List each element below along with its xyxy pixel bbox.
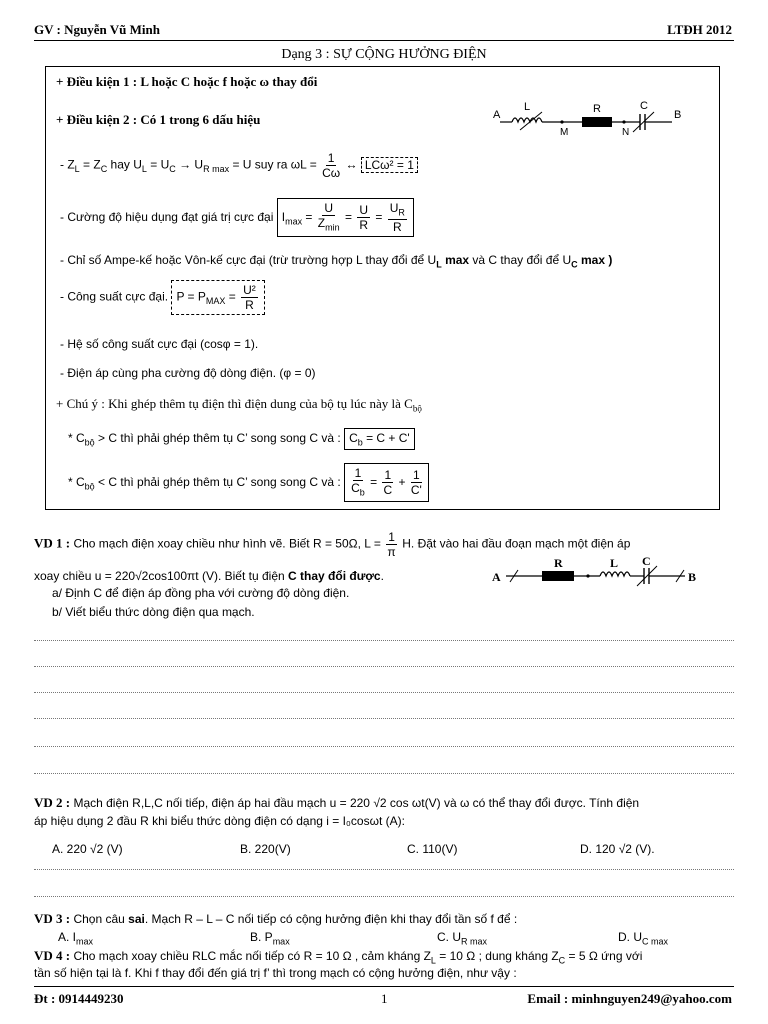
vd4-line2: tần số hiện tại là f. Khi f thay đổi đến giá trị f’ thì trong mạch có cộng hưởng điện, như vậy : [34,966,517,980]
answer-line[interactable] [34,640,734,641]
circuit-label-r: R [593,103,601,115]
vd1-part-a: a/ Định C để điện áp đồng pha với cường độ dòng điện. [52,586,350,600]
sign-5: - Hệ số công suất cực đại (cosφ = 1). [60,337,259,351]
footer-email[interactable]: Email : minhnguyen249@yahoo.com [527,991,732,1006]
answer-line[interactable] [34,692,734,693]
note-case-2: * $C_{bộ} < C$ thì phải ghép thêm tụ C’ song song C và : $\frac{1}{C_b}$ = $\frac{1}{C}$ + $\frac{1}{C'}$ [68,463,429,502]
sign-4: - Công suất cực đại. $P = P_{MAX}$ = $\frac{\text{U²}}{R}$ [60,280,265,315]
header-course: LTĐH 2012 [667,22,732,37]
vd3-option-c[interactable]: C. $U_{R max}$ [437,930,488,947]
circuit-label-a: A [493,109,501,121]
sign-3: - Chỉ số Ampe-kế hoặc Vôn-kế cực đại (trừ trường hợp L thay đổi để $U_L$ max và C thay đổi để $U_C$ max ) [60,253,613,270]
vd3-option-d[interactable]: D. $U_{C max}$ [618,930,669,947]
circuit-label-m: M [560,127,569,138]
answer-line[interactable] [34,666,734,667]
note-case-1: * $C_{bộ} > C$ thì phải ghép thêm tụ C’ song song C và : $C_b = C + C'$ [68,428,415,450]
page-title: Dạng 3 : SỰ CỘNG HƯỞNG ĐIỆN [281,47,487,62]
vd3-option-b[interactable]: B. $P_{max}$ [250,930,290,947]
vd1-line1: VD 1 : Cho mạch điện xoay chiều như hình vẽ. Biết R = 50Ω, L = $\frac{1}{\pi}$ H. Đặt vào hai đầu đoạn mạch một điện áp [34,530,631,559]
sign-2: - Cường độ hiệu dụng đạt giá trị cực đại $I_{max}$ = $\frac{U}{Z_{min}}$ = $\frac{U}{R}$ = $\frac{U_R}{R}$ [60,198,414,237]
vd1-circuit-label-b: B [688,570,697,584]
circuit-diagram-amnb [490,98,690,140]
answer-line[interactable] [34,773,734,774]
answer-line[interactable] [34,896,734,897]
answer-line[interactable] [34,869,734,870]
fraction-1-over-c-omega: $\frac{1}{C\omega}$ [322,151,341,180]
vd1-part-b: b/ Viết biểu thức dòng điện qua mạch. [52,605,255,619]
circuit-label-b: B [674,109,682,121]
footer-phone: Đt : 0914449230 [34,991,124,1006]
vd1-circuit-label-a: A [492,570,501,584]
footer-divider [34,986,734,987]
sign-1: - $Z_L = Z_C$ hay $U_L = U_C \to U_{R max} = U$ suy ra ωL = $\frac{1}{C\omega}$ ↔ LCω² = 1 [60,151,418,180]
vd2-line1: VD 2 : Mạch điện R,L,C nối tiếp, điện áp hai đầu mạch u = 220 √2 cos ωt(V) và ω có thể thay đổi được. Tính điện [34,795,640,810]
vd1-line2: xoay chiều u = 220√2cos100πt (V). Biết tụ điện C thay đổi được. [34,569,384,583]
footer-page-number: 1 [381,991,388,1006]
pmax-formula-box: $P = P_{MAX}$ = $\frac{\text{U²}}{R}$ [171,280,264,315]
vd1-circuit-diagram [492,555,702,591]
condition-1: + Điều kiện 1 : L hoặc C hoặc f hoặc ω thay đổi [56,74,318,89]
vd1-circuit-label-r: R [554,556,563,570]
header-divider [34,40,734,41]
circuit-label-c: C [640,100,648,112]
vd1-circuit-label-l: L [610,556,619,570]
vd2-option-a[interactable]: A. 220 √2 (V) [52,842,123,856]
sign-6: - Điện áp cùng pha cường độ dòng điện. (φ = 0) [60,366,316,380]
vd3-option-a[interactable]: A. $I_{max}$ [58,930,94,947]
vd2-option-c[interactable]: C. 110(V) [407,842,458,856]
vd1-circuit-label-c: C [642,555,651,568]
resonance-condition-box: LCω² = 1 [361,157,418,173]
imax-formula-box: $I_{max}$ = $\frac{U}{Z_{min}}$ = $\frac{U}{R}$ = $\frac{U_R}{R}$ [277,198,414,237]
vd2-option-d[interactable]: D. 120 √2 (V). [580,842,655,856]
vd4-line1: VD 4 : Cho mạch xoay chiều RLC mắc nối tiếp có R = 10 Ω , cảm kháng $Z_L = 10$ Ω ; dung kháng $Z_C = 5$ Ω ứng với [34,948,643,966]
condition-2: + Điều kiện 2 : Có 1 trong 6 dấu hiệu [56,112,261,127]
note-line: + Chú ý : Khi ghép thêm tụ điện thì điện dung của bộ tụ lúc này là $C_{bộ}$ [56,396,422,414]
answer-line[interactable] [34,746,734,747]
header-author: GV : Nguyễn Vũ Minh [34,22,160,37]
answer-line[interactable] [34,718,734,719]
circuit-label-l: L [524,101,531,113]
vd2-line2: áp hiệu dụng 2 đầu R khi biểu thức dòng điện có dạng i = I₀cosωt (A): [34,814,405,828]
vd2-option-b[interactable]: B. 220(V) [240,842,291,856]
circuit-label-n: N [622,127,630,138]
capacitor-series-box: $\frac{1}{C_b}$ = $\frac{1}{C}$ + $\frac{1}{C'}$ [344,463,429,502]
capacitor-parallel-box: $C_b = C + C'$ [344,428,415,450]
vd3-question: VD 3 : Chọn câu sai. Mạch R – L – C nối tiếp có cộng hưởng điện khi thay đổi tần số f để : [34,911,518,926]
